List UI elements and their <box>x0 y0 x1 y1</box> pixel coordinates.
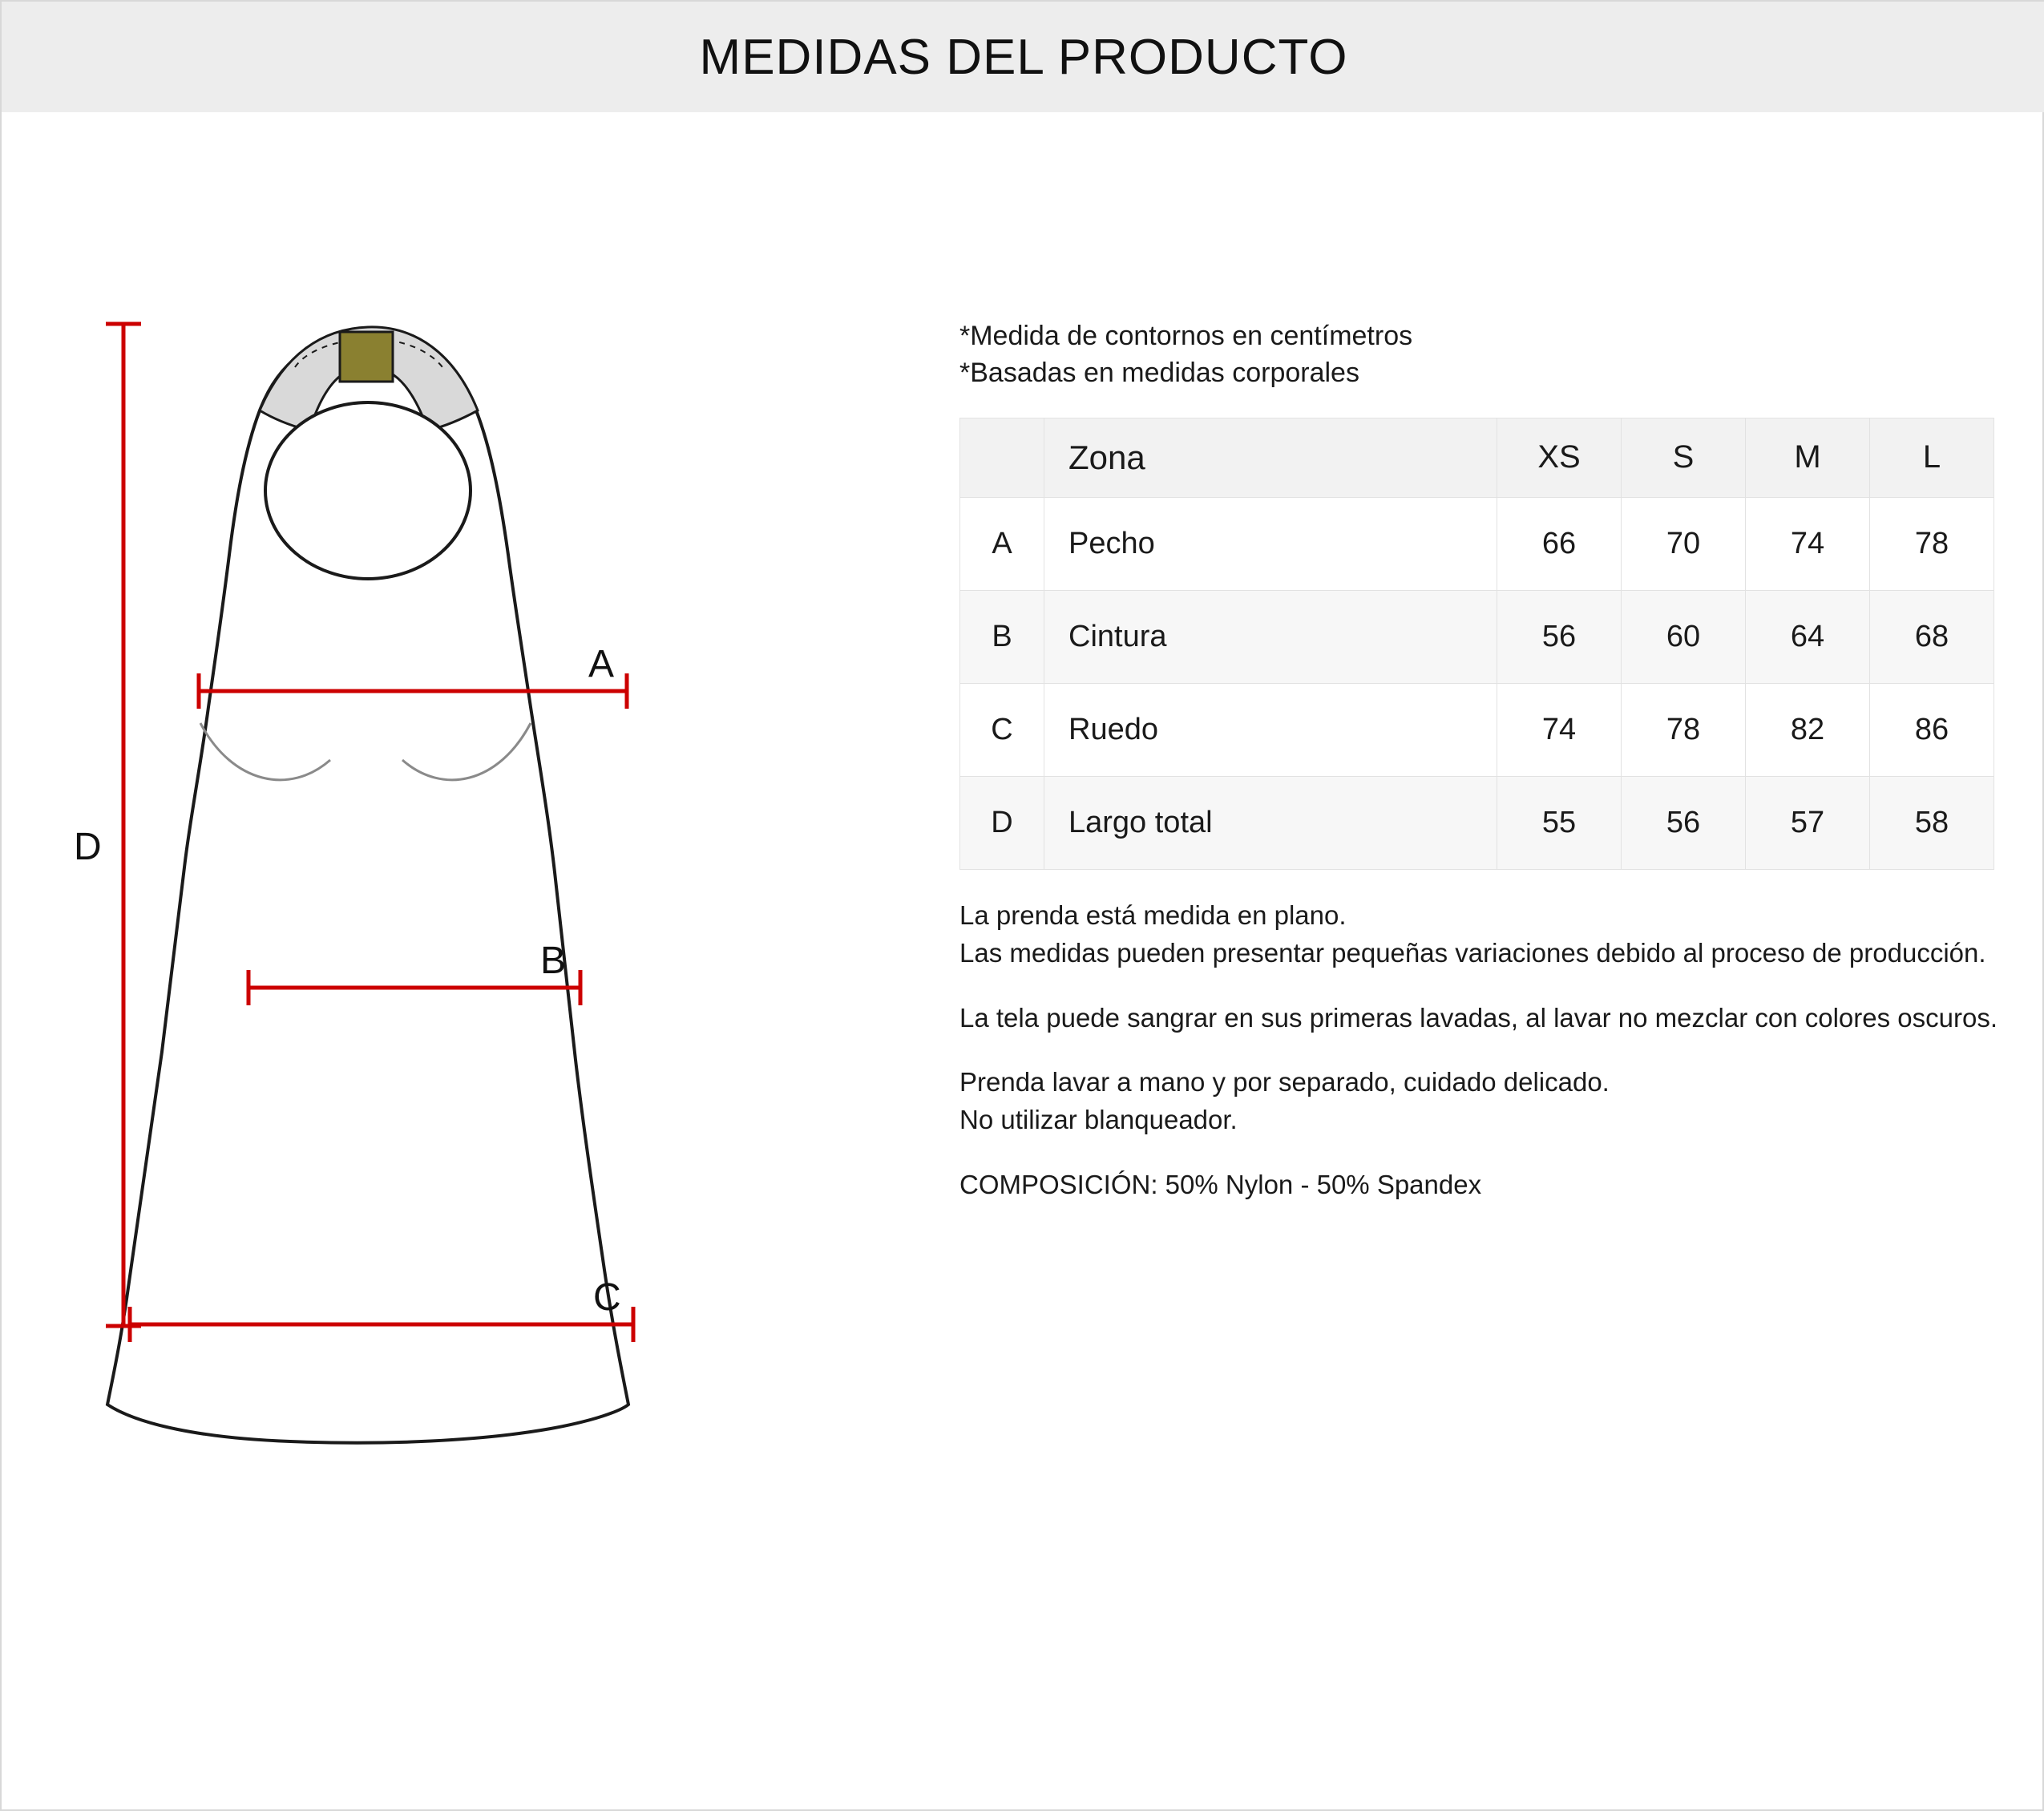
row-letter: B <box>960 590 1044 683</box>
header-size-m: M <box>1746 418 1870 497</box>
row-letter: C <box>960 683 1044 776</box>
row-value-l: 78 <box>1870 497 1994 590</box>
page-header <box>2 2 2044 112</box>
table-header-row <box>960 418 1994 497</box>
measure-line-d <box>106 324 141 1326</box>
table-row <box>960 590 1994 683</box>
row-value-l: 58 <box>1870 776 1994 869</box>
table-row <box>960 683 1994 776</box>
row-value-s: 70 <box>1622 497 1746 590</box>
neckline-opening <box>265 402 471 579</box>
table-row <box>960 776 1994 869</box>
row-letter: A <box>960 497 1044 590</box>
header-zone: Zona <box>1044 418 1497 497</box>
row-value-m: 82 <box>1746 683 1870 776</box>
header-size-l: L <box>1870 418 1994 497</box>
row-value-xs: 66 <box>1497 497 1622 590</box>
row-zone: Ruedo <box>1044 683 1497 776</box>
measure-label-d: D <box>74 826 102 868</box>
row-value-l: 68 <box>1870 590 1994 683</box>
measure-label-c: C <box>593 1276 621 1319</box>
header-size-xs: XS <box>1497 418 1622 497</box>
measure-label-a: A <box>588 643 615 685</box>
note-color-bleed: La tela puede sangrar en sus primeras lavadas, al lavar no mezclar con colores oscuros. <box>959 1002 1998 1033</box>
row-zone: Cintura <box>1044 590 1497 683</box>
row-value-s: 60 <box>1622 590 1746 683</box>
row-value-xs: 56 <box>1497 590 1622 683</box>
note-body-measurements: *Basadas en medidas corporales <box>959 357 1359 388</box>
measurement-notes <box>959 318 2002 392</box>
size-table <box>959 418 1994 870</box>
row-letter: D <box>960 776 1044 869</box>
measure-label-b: B <box>540 940 567 982</box>
row-value-s: 78 <box>1622 683 1746 776</box>
row-zone: Pecho <box>1044 497 1497 590</box>
row-value-xs: 74 <box>1497 683 1622 776</box>
row-value-s: 56 <box>1622 776 1746 869</box>
info-panel <box>959 318 2002 1204</box>
row-value-m: 57 <box>1746 776 1870 869</box>
row-value-m: 74 <box>1746 497 1870 590</box>
note-centimeters: *Medida de contornos en centímetros <box>959 321 1413 351</box>
header-size-s: S <box>1622 418 1746 497</box>
row-zone: Largo total <box>1044 776 1497 869</box>
row-value-m: 64 <box>1746 590 1870 683</box>
neck-band <box>340 332 393 382</box>
note-wash-care: Prenda lavar a mano y por separado, cuidado delicado. No utilizar blanqueador. <box>959 1067 1610 1135</box>
note-composition: COMPOSICIÓN: 50% Nylon - 50% Spandex <box>959 1170 1482 1200</box>
row-value-l: 86 <box>1870 683 1994 776</box>
table-row <box>960 497 1994 590</box>
row-value-xs: 55 <box>1497 776 1622 869</box>
header-letter <box>960 418 1044 497</box>
page-title: MEDIDAS DEL PRODUCTO <box>699 29 1348 85</box>
note-flat-measure: La prenda está medida en plano. Las medidas pueden presentar pequeñas variaciones debido al proceso de producción. <box>959 899 1986 968</box>
care-notes <box>959 897 2002 1204</box>
garment-diagram <box>50 290 899 1493</box>
